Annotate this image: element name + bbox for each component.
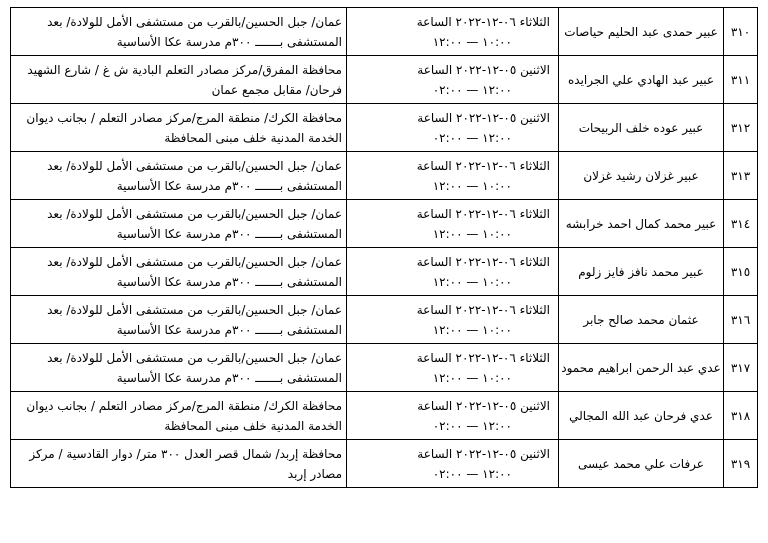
table-row <box>11 104 758 152</box>
exam-location-cell <box>11 440 347 488</box>
exam-location-line-1: محافظة الكرك/ منطقة المرج/مركز مصادر التعلم / بجانب ديوان <box>26 110 342 125</box>
applicant-name: عبير عوده خلف الربيحات <box>559 104 724 152</box>
applicant-name: عدي فرحان عبد الله المجالي <box>559 392 724 440</box>
exam-location-line-1: عمان/ جبل الحسين/بالقرب من مستشفى الأمل للولادة/ بعد <box>47 350 342 365</box>
table-row <box>11 296 758 344</box>
exam-date-cell <box>347 200 559 248</box>
schedule-body <box>11 8 758 488</box>
row-number: ٣١١ <box>724 56 758 104</box>
table-row <box>11 8 758 56</box>
row-number: ٣١٦ <box>724 296 758 344</box>
exam-date-cell <box>347 152 559 200</box>
row-number: ٣١٠ <box>724 8 758 56</box>
exam-location-cell <box>11 344 347 392</box>
applicant-name: عبير حمدى عبد الحليم حياصات <box>559 8 724 56</box>
exam-date-cell <box>347 392 559 440</box>
exam-location-line-2: مصادر إربد <box>287 466 342 481</box>
exam-location-cell <box>11 152 347 200</box>
exam-time: ١٠:٠٠ — ١٢:٠٠ <box>432 370 512 385</box>
schedule-table <box>10 7 758 488</box>
exam-location-line-2: المستشفى بـــــــ ٣٠٠م مدرسة عكا الأساسية <box>116 226 342 241</box>
row-number: ٣١٢ <box>724 104 758 152</box>
applicant-name: عبير محمد نافز فايز زلوم <box>559 248 724 296</box>
row-number: ٣١٨ <box>724 392 758 440</box>
table-row <box>11 344 758 392</box>
exam-date: الثلاثاء ٠٦-١٢-٢٠٢٢ الساعة <box>416 14 550 29</box>
exam-location-line-1: عمان/ جبل الحسين/بالقرب من مستشفى الأمل للولادة/ بعد <box>47 254 342 269</box>
exam-location-line-1: عمان/ جبل الحسين/بالقرب من مستشفى الأمل للولادة/ بعد <box>47 158 342 173</box>
exam-location-cell <box>11 392 347 440</box>
exam-location-cell <box>11 8 347 56</box>
row-number: ٣١٥ <box>724 248 758 296</box>
exam-time: ١٢:٠٠ — ٠٢:٠٠ <box>432 82 512 97</box>
exam-time: ١٠:٠٠ — ١٢:٠٠ <box>432 322 512 337</box>
applicant-name: عثمان محمد صالح جابر <box>559 296 724 344</box>
exam-location-line-2: الخدمة المدنية خلف مبنى المحافظة <box>164 418 342 433</box>
exam-date-cell <box>347 8 559 56</box>
applicant-name: عبير عبد الهادي علي الجرايده <box>559 56 724 104</box>
exam-date-cell <box>347 344 559 392</box>
exam-location-line-2: المستشفى بـــــــ ٣٠٠م مدرسة عكا الأساسية <box>116 178 342 193</box>
exam-time: ١٢:٠٠ — ٠٢:٠٠ <box>432 130 512 145</box>
exam-date: الثلاثاء ٠٦-١٢-٢٠٢٢ الساعة <box>416 350 550 365</box>
exam-location-cell <box>11 56 347 104</box>
exam-date: الاثنين ٠٥-١٢-٢٠٢٢ الساعة <box>417 110 550 125</box>
exam-date-cell <box>347 248 559 296</box>
exam-date-cell <box>347 104 559 152</box>
row-number: ٣١٩ <box>724 440 758 488</box>
table-row <box>11 200 758 248</box>
exam-location-line-1: عمان/ جبل الحسين/بالقرب من مستشفى الأمل للولادة/ بعد <box>47 14 342 29</box>
exam-location-line-2: المستشفى بـــــــ ٣٠٠م مدرسة عكا الأساسية <box>116 322 342 337</box>
exam-time: ١٠:٠٠ — ١٢:٠٠ <box>432 226 512 241</box>
exam-date: الاثنين ٠٥-١٢-٢٠٢٢ الساعة <box>417 398 550 413</box>
exam-location-line-1: محافظة إربد/ شمال قصر العدل ٣٠٠ متر/ دوار القادسية / مركز <box>29 446 342 461</box>
exam-location-cell <box>11 248 347 296</box>
exam-location-line-2: المستشفى بـــــــ ٣٠٠م مدرسة عكا الأساسية <box>116 370 342 385</box>
row-number: ٣١٧ <box>724 344 758 392</box>
exam-location-line-2: فرحان/ مقابل مجمع عمان <box>211 82 342 97</box>
exam-location-line-1: عمان/ جبل الحسين/بالقرب من مستشفى الأمل للولادة/ بعد <box>47 302 342 317</box>
exam-location-line-2: الخدمة المدنية خلف مبنى المحافظة <box>164 130 342 145</box>
exam-date-cell <box>347 296 559 344</box>
exam-date-cell <box>347 440 559 488</box>
exam-time: ١٢:٠٠ — ٠٢:٠٠ <box>432 418 512 433</box>
exam-location-line-1: عمان/ جبل الحسين/بالقرب من مستشفى الأمل للولادة/ بعد <box>47 206 342 221</box>
exam-date: الاثنين ٠٥-١٢-٢٠٢٢ الساعة <box>417 62 550 77</box>
exam-time: ١٢:٠٠ — ٠٢:٠٠ <box>432 466 512 481</box>
row-number: ٣١٤ <box>724 200 758 248</box>
exam-location-line-2: المستشفى بـــــــ ٣٠٠م مدرسة عكا الأساسية <box>116 274 342 289</box>
exam-date-cell <box>347 56 559 104</box>
exam-time: ١٠:٠٠ — ١٢:٠٠ <box>432 34 512 49</box>
exam-time: ١٠:٠٠ — ١٢:٠٠ <box>432 274 512 289</box>
exam-location-cell <box>11 200 347 248</box>
applicant-name: عبير غزلان رشيد غزلان <box>559 152 724 200</box>
table-row <box>11 152 758 200</box>
exam-date: الاثنين ٠٥-١٢-٢٠٢٢ الساعة <box>417 446 550 461</box>
row-number: ٣١٣ <box>724 152 758 200</box>
table-row <box>11 56 758 104</box>
applicant-name: عرفات علي محمد عيسى <box>559 440 724 488</box>
exam-date: الثلاثاء ٠٦-١٢-٢٠٢٢ الساعة <box>416 206 550 221</box>
exam-location-line-1: محافظة الكرك/ منطقة المرج/مركز مصادر التعلم / بجانب ديوان <box>26 398 342 413</box>
applicant-name: عدي عبد الرحمن ابراهيم محمود <box>559 344 724 392</box>
exam-date: الثلاثاء ٠٦-١٢-٢٠٢٢ الساعة <box>416 158 550 173</box>
table-row <box>11 248 758 296</box>
exam-location-line-1: محافظة المفرق/مركز مصادر التعلم البادية ش غ / شارع الشهيد <box>27 62 342 77</box>
exam-date: الثلاثاء ٠٦-١٢-٢٠٢٢ الساعة <box>416 302 550 317</box>
exam-location-cell <box>11 296 347 344</box>
applicant-name: عبير محمد كمال احمد خرابشه <box>559 200 724 248</box>
exam-date: الثلاثاء ٠٦-١٢-٢٠٢٢ الساعة <box>416 254 550 269</box>
exam-location-line-2: المستشفى بـــــــ ٣٠٠م مدرسة عكا الأساسية <box>116 34 342 49</box>
table-row <box>11 440 758 488</box>
exam-location-cell <box>11 104 347 152</box>
exam-time: ١٠:٠٠ — ١٢:٠٠ <box>432 178 512 193</box>
table-row <box>11 392 758 440</box>
